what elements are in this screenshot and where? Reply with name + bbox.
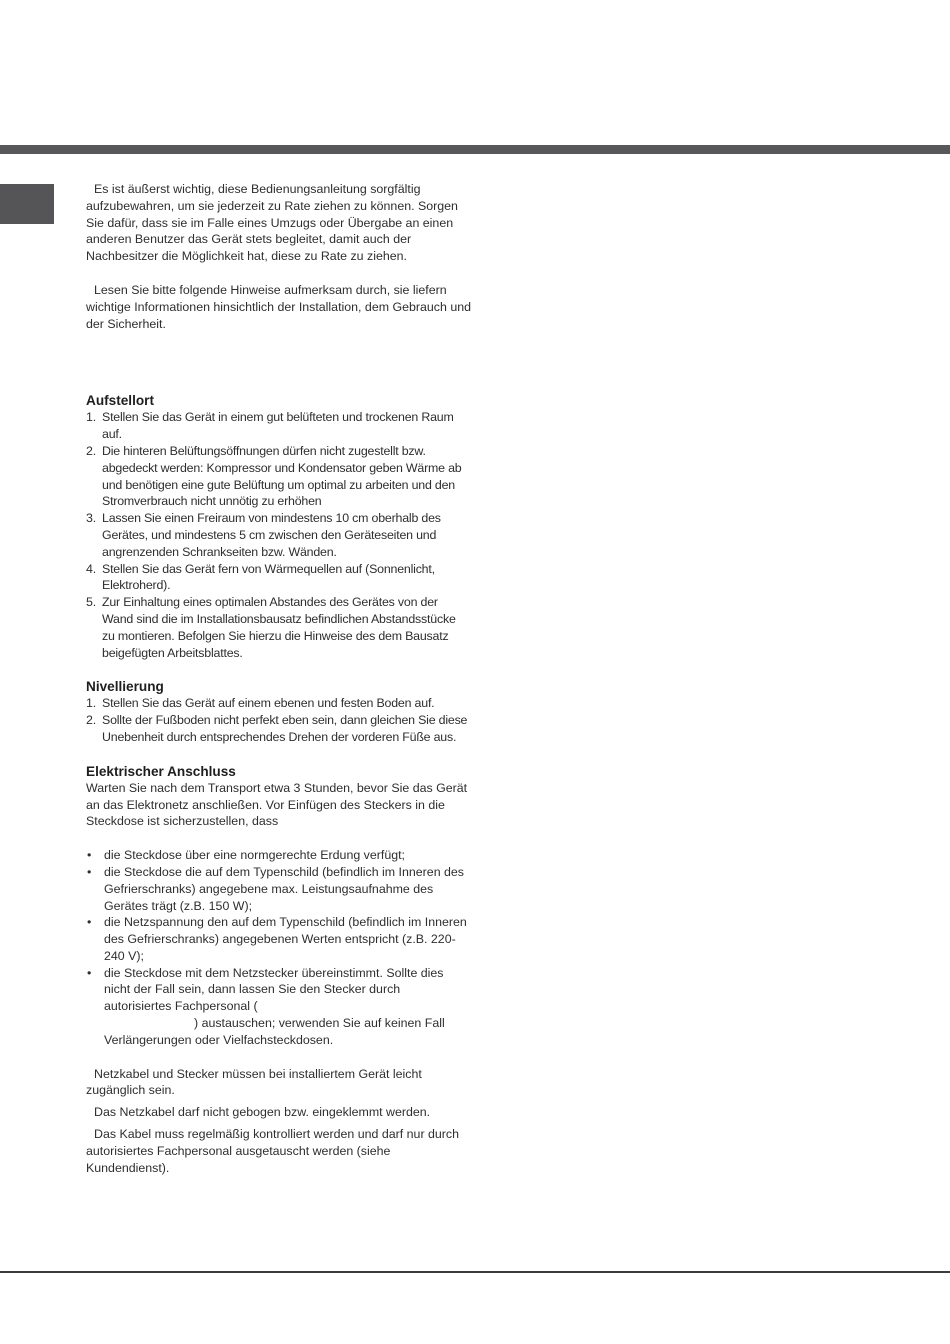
intro-paragraph-2: Lesen Sie bitte folgende Hinweise aufmerksam durch, sie liefern wichtige Informationen hinsichtlich der Installation, dem Gebrauch und der Sicherheit. [86,282,472,331]
list-item: 2. Sollte der Fußboden nicht perfekt eben sein, dann gleichen Sie diese Unebenheit durch entsprechendes Drehen der vorderen Füße aus. [86,713,468,744]
note-kabel-kontrolle: Das Kabel muss regelmäßig kontrolliert werden und darf nur durch autorisiertes Fachpersonal ausgetauscht werden (siehe Kundendienst). [86,1127,460,1175]
list-item: 3. Lassen Sie einen Freiraum von mindestens 10 cm oberhalb des Gerätes, und mindestens 5 cm zwischen den Geräteseiten und angrenzenden Schrankseiten bzw. Wänden. [86,511,441,559]
list-item: 1. Stellen Sie das Gerät auf einem ebenen und festen Boden auf. [86,696,435,711]
aufstellort-list [86,409,471,661]
heading-aufstellort: Aufstellort [86,393,154,409]
list-item: • die Steckdose mit dem Netzstecker übereinstimmt. Sollte dies nicht der Fall sein, dann lassen Sie den Stecker durch autorisiertes Fachpersonal ( ) austauschen; verwenden Sie auf keinen Fall Verlängerungen oder Vielfachsteckdosen. [87,965,445,1047]
anschluss-bullets [86,847,471,1049]
text-column [86,181,471,1176]
footer-rule [0,1271,950,1273]
intro-paragraph-1: Es ist äußerst wichtig, diese Bedienungsanleitung sorgfältig aufzubewahren, um sie jederzeit zu Rate ziehen zu können. Sorgen Sie dafür, dass sie im Falle eines Umzugs oder Übergabe an einen anderen Benutzer das Gerät stets begleitet, damit auch der Nachbesitzer die Möglichkeit hat, diese zu Rate zu ziehen. [86,182,458,264]
list-item: • die Steckdose die auf dem Typenschild (befindlich im Inneren des Gefrierschranks) angegebene max. Leistungsaufnahme des Gerätes trägt (z.B. 150 W); [87,864,464,913]
anschluss-intro: Warten Sie nach dem Transport etwa 3 Stunden, bevor Sie das Gerät an das Elektronetz anschließen. Vor Einfügen des Steckers in die Steckdose ist sicherzustellen, dass [86,780,468,829]
heading-elektrischer-anschluss: Elektrischer Anschluss [86,763,236,779]
list-item: • die Netzspannung den auf dem Typenschild (befindlich im Inneren des Gefrierschranks) angegebenen Werten entspricht (z.B. 220-240 V); [87,915,467,963]
list-item: 4. Stellen Sie das Gerät fern von Wärmequellen auf (Sonnenlicht, Elektroherd). [86,561,435,593]
list-item: • die Steckdose über eine normgerechte Erdung verfügt; [87,848,405,863]
note-netzkabel: Das Netzkabel darf nicht gebogen bzw. eingeklemmt werden. [94,1105,431,1120]
heading-nivellierung: Nivellierung [86,679,164,695]
nivellierung-list [86,695,471,745]
note-zugaenglich: Netzkabel und Stecker müssen bei installiertem Gerät leicht zugänglich sein. [86,1066,422,1098]
header-bar [0,145,950,154]
list-item: 5. Zur Einhaltung eines optimalen Abstandes des Gerätes von der Wand sind die im Installationsbausatz befindlichen Abstandsstücke zu montieren. Befolgen Sie hierzu die Hinweise des dem Bausatz beigefügten Arbeitsblattes. [86,595,456,660]
list-item: 2. Die hinteren Belüftungsöffnungen dürfen nicht zugestellt bzw. abgedeckt werden: Kompressor und Kondensator geben Wärme ab und benötigen eine gute Belüftung um optimal zu arbeiten und den Stromverbrauch nicht unnötig zu erhöhen [86,443,462,509]
section-tab [0,184,54,224]
list-item: 1. Stellen Sie das Gerät in einem gut belüfteten und trockenen Raum auf. [86,410,454,442]
